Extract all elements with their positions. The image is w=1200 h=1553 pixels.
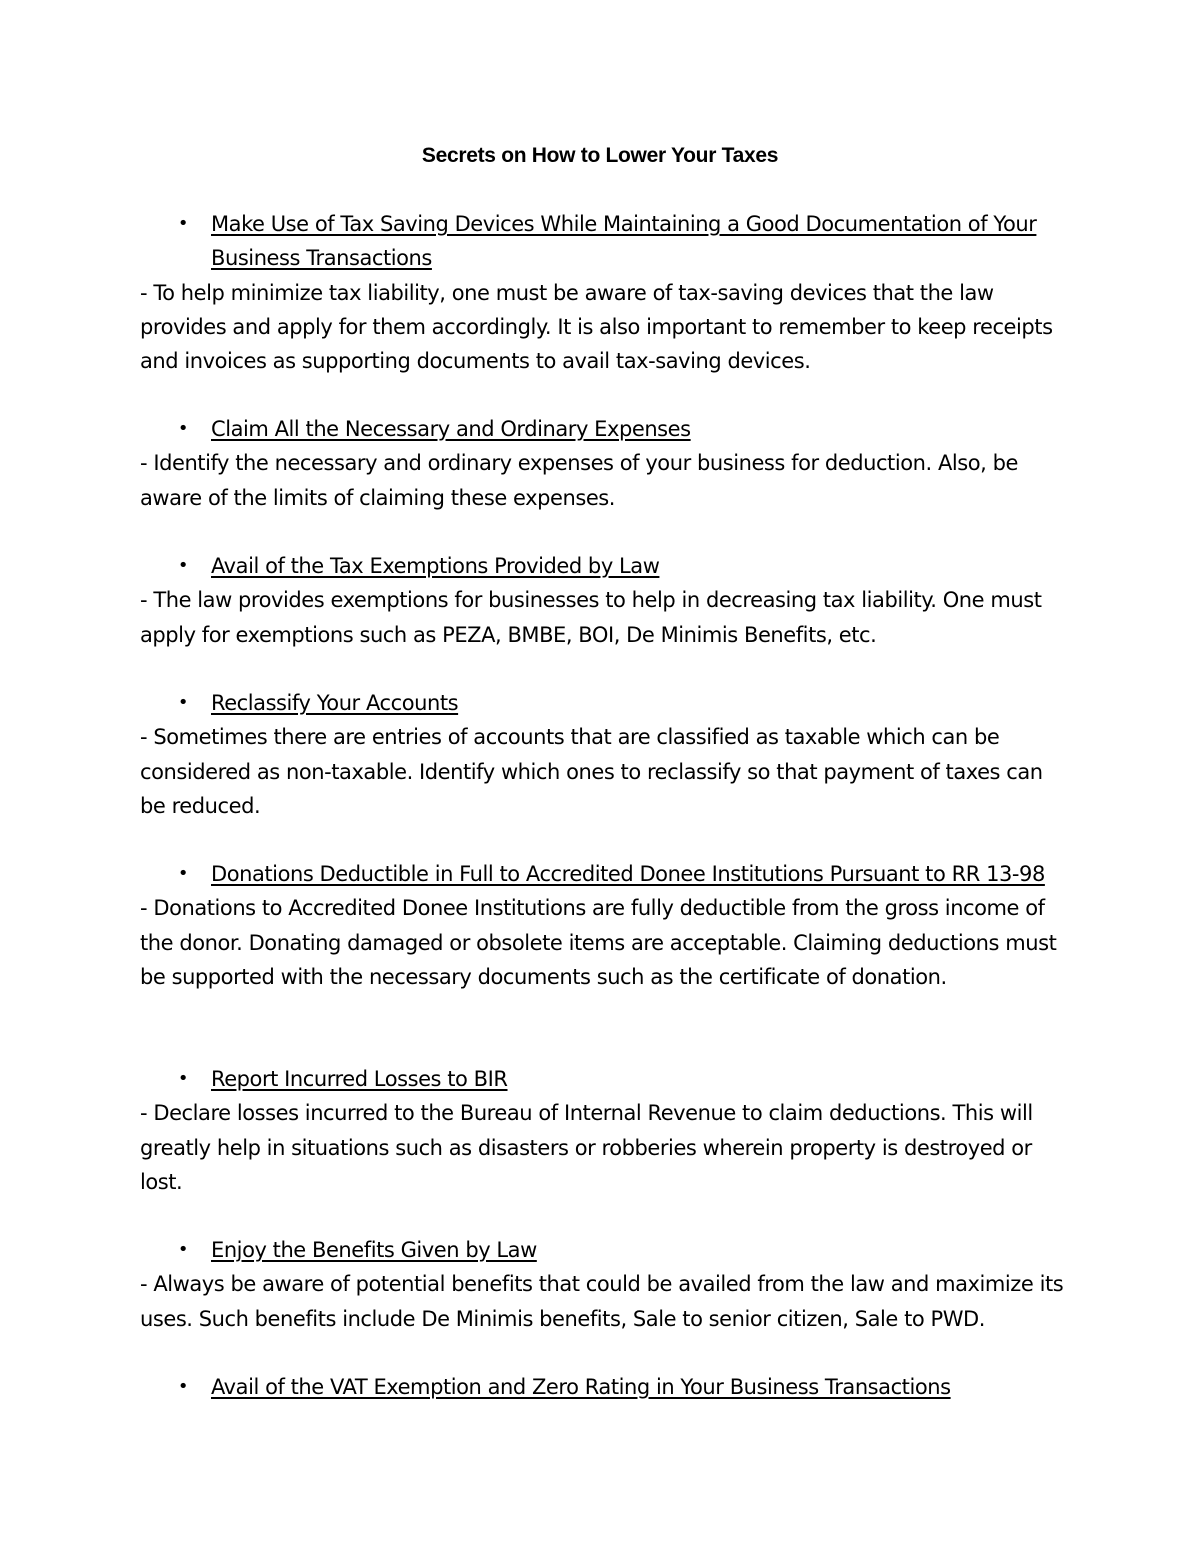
section-heading: Avail of the Tax Exemptions Provided by Law — [211, 554, 660, 578]
section-heading-row — [140, 1062, 1070, 1096]
section-description: - Sometimes there are entries of accounts that are classified as taxable which can be considered as non-taxable. Identify which ones to reclassify so that payment of taxes can be reduced. — [140, 725, 1043, 818]
section-vat-exemption — [140, 1370, 1070, 1404]
section-heading: Report Incurred Losses to BIR — [211, 1067, 508, 1091]
bullet-icon: • — [177, 1239, 189, 1260]
section-heading-row — [140, 549, 1070, 583]
section-report-losses — [140, 1062, 1070, 1199]
section-heading: Donations Deductible in Full to Accredited Donee Institutions Pursuant to RR 13-98 — [211, 862, 1045, 886]
section-description: - To help minimize tax liability, one must be aware of tax-saving devices that the law provides and apply for them accordingly. It is also important to remember to keep receipts and invoices as supporting documents to avail tax-saving devices. — [140, 280, 1053, 374]
section-heading-row — [140, 207, 1070, 276]
section-description: - Identify the necessary and ordinary expenses of your business for deduction. Also, be aware of the limits of claiming these expenses. — [140, 451, 1018, 510]
section-heading: Avail of the VAT Exemption and Zero Rating in Your Business Transactions — [211, 1375, 951, 1399]
section-heading: Reclassify Your Accounts — [211, 691, 459, 715]
section-description: - Always be aware of potential benefits that could be availed from the law and maximize its uses. Such benefits include De Minimis benefits, Sale to senior citizen, Sale to PWD. — [140, 1272, 1064, 1331]
section-claim-expenses — [140, 412, 1070, 515]
section-heading: Claim All the Necessary and Ordinary Expenses — [211, 417, 691, 441]
section-tax-saving-devices — [140, 207, 1070, 378]
section-heading: Enjoy the Benefits Given by Law — [211, 1238, 537, 1262]
section-heading-row — [140, 1370, 1070, 1404]
section-heading-row — [140, 412, 1070, 446]
section-tax-exemptions — [140, 549, 1070, 652]
section-heading-row — [140, 686, 1070, 720]
bullet-icon: • — [177, 555, 189, 576]
bullet-icon: • — [177, 1376, 189, 1397]
section-heading-row — [140, 1233, 1070, 1267]
section-description: - Donations to Accredited Donee Institutions are fully deductible from the gross income of the donor. Donating damaged or obsolete items are acceptable. Claiming deductions must be supported with the necessary documents such as the certificate of donation. — [140, 896, 1057, 989]
bullet-icon: • — [177, 213, 189, 234]
section-heading: Make Use of Tax Saving Devices While Maintaining a Good Documentation of Your Business Transactions — [211, 212, 1037, 271]
section-description: - The law provides exemptions for businesses to help in decreasing tax liability. One must apply for exemptions such as PEZA, BMBE, BOI, De Minimis Benefits, etc. — [140, 588, 1042, 647]
bullet-icon: • — [177, 1068, 189, 1089]
section-description: - Declare losses incurred to the Bureau of Internal Revenue to claim deductions. This will greatly help in situations such as disasters or robberies wherein property is destroyed or lost. — [140, 1101, 1033, 1194]
bullet-icon: • — [177, 863, 189, 884]
section-heading-row — [140, 857, 1070, 891]
bullet-icon: • — [177, 418, 189, 439]
bullet-icon: • — [177, 692, 189, 713]
document-title: Secrets on How to Lower Your Taxes — [421, 144, 779, 167]
section-benefits — [140, 1233, 1070, 1336]
section-reclassify-accounts — [140, 686, 1070, 823]
section-donations — [140, 857, 1070, 994]
